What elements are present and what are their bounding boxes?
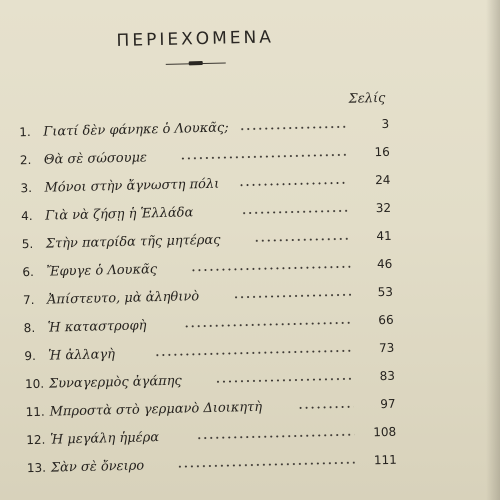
entry-title: Ἡ ἀλλαγὴ bbox=[48, 347, 116, 364]
page-title: ΠΕΡΙΕΧΟΜΕΝΑ bbox=[116, 27, 275, 51]
entry-title: Θὰ σὲ σώσουμε bbox=[43, 150, 148, 168]
entry-number: 1. bbox=[19, 124, 31, 140]
entry-page: 66 bbox=[378, 312, 394, 328]
toc-entry bbox=[27, 453, 397, 479]
entry-number: 5. bbox=[21, 236, 34, 252]
entry-number: 6. bbox=[22, 264, 35, 280]
entry-number: 2. bbox=[19, 152, 32, 168]
entry-title: Στὴν πατρίδα τῆς μητέρας bbox=[45, 232, 221, 252]
entry-number: 10. bbox=[24, 376, 45, 392]
entry-number: 13. bbox=[26, 460, 47, 476]
entry-number: 3. bbox=[20, 180, 33, 196]
dot-leader bbox=[215, 378, 353, 383]
dot-leader bbox=[233, 294, 351, 299]
entry-title: Γιὰ νὰ ζήσῃ ἡ Ἑλλάδα bbox=[45, 205, 194, 224]
entry-page: 41 bbox=[376, 228, 392, 244]
entry-number: 8. bbox=[23, 320, 36, 336]
dot-leader bbox=[184, 322, 352, 328]
entry-page: 83 bbox=[379, 368, 396, 384]
toc-entry bbox=[26, 425, 396, 451]
entry-page: 73 bbox=[378, 340, 395, 356]
entry-title: Ἔφυγε ὁ Λουκᾶς bbox=[46, 262, 158, 280]
page-column-header: Σελίς bbox=[348, 90, 386, 107]
entry-page: 97 bbox=[380, 396, 396, 412]
title-ornament bbox=[189, 61, 203, 65]
dot-leader bbox=[190, 266, 350, 272]
entry-page: 16 bbox=[374, 144, 390, 160]
entry-title: Σὰν σὲ ὄνειρο bbox=[50, 458, 145, 476]
entry-number: 12. bbox=[26, 432, 46, 448]
entry-title: Ἡ καταστροφὴ bbox=[47, 318, 147, 336]
dot-leader bbox=[298, 406, 354, 409]
dot-leader bbox=[239, 182, 349, 186]
entry-page: 3 bbox=[381, 116, 390, 131]
dot-leader bbox=[241, 210, 349, 214]
dot-leader bbox=[180, 154, 348, 160]
entry-number: 9. bbox=[24, 348, 36, 364]
toc-entry bbox=[21, 201, 391, 227]
toc-entry bbox=[24, 341, 394, 367]
entry-page: 108 bbox=[373, 424, 397, 440]
toc-entry bbox=[24, 313, 394, 339]
toc-entry bbox=[19, 117, 389, 143]
toc-entry bbox=[20, 173, 390, 199]
entry-page: 32 bbox=[375, 200, 392, 216]
toc-entry bbox=[20, 145, 390, 171]
entry-number: 4. bbox=[21, 208, 33, 224]
dot-leader bbox=[154, 350, 352, 356]
entry-title: Γιατί δὲν φάνηκε ὁ Λουκᾶς; bbox=[43, 120, 229, 140]
dot-leader bbox=[196, 434, 354, 440]
entry-page: 53 bbox=[377, 284, 394, 300]
entry-page: 24 bbox=[375, 172, 391, 188]
toc-entry bbox=[23, 285, 393, 311]
entry-title: Ἡ μεγάλη ἡμέρα bbox=[50, 430, 160, 448]
dot-leader bbox=[177, 462, 355, 468]
entry-page: 111 bbox=[373, 452, 397, 468]
entry-title: Συναγερμὸς ἀγάπης bbox=[48, 373, 182, 392]
entry-number: 7. bbox=[22, 292, 35, 308]
entry-page: 46 bbox=[376, 256, 393, 272]
entry-title: Μόνοι στὴν ἄγνωστη πόλι bbox=[44, 176, 220, 196]
toc-entry bbox=[25, 397, 395, 423]
dot-leader bbox=[254, 238, 350, 242]
entry-title: Μπροστὰ στὸ γερμανὸ Διοικητὴ bbox=[49, 399, 263, 420]
toc-entry bbox=[22, 229, 392, 255]
entry-number: 11. bbox=[25, 404, 45, 420]
toc-entry bbox=[22, 257, 392, 283]
dot-leader bbox=[239, 126, 347, 130]
entry-title: Ἀπίστευτο, μὰ ἀληθινὸ bbox=[46, 289, 200, 308]
toc-entry bbox=[25, 369, 395, 395]
